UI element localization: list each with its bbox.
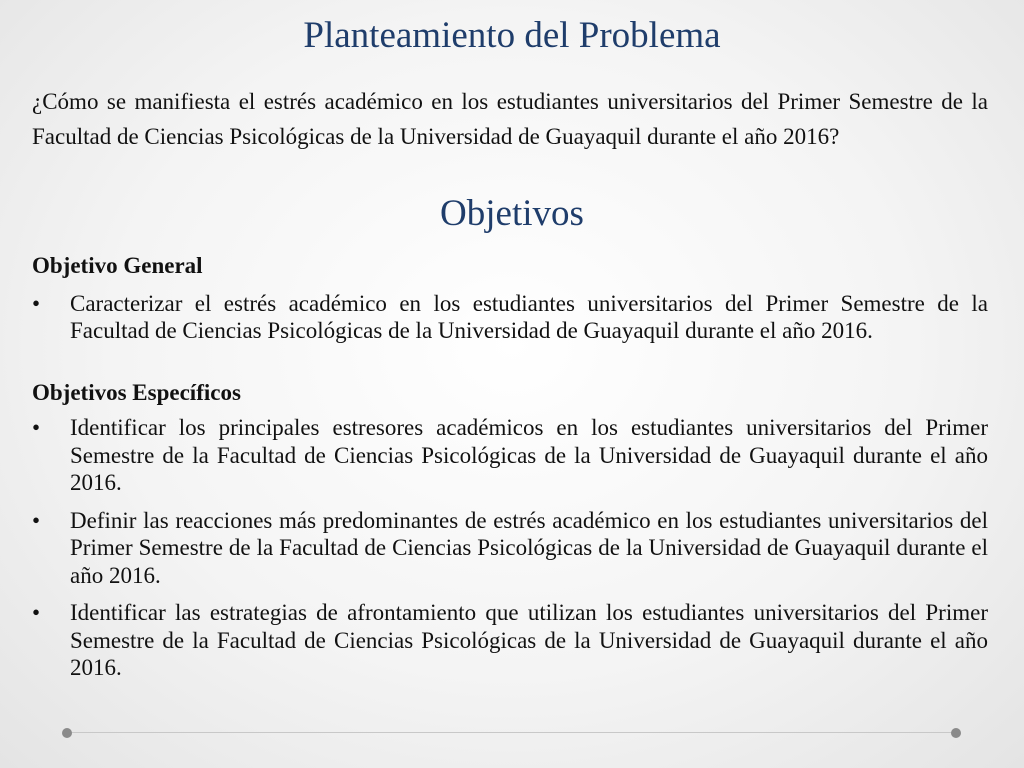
specific-objectives-list (32, 414, 988, 682)
specific-objective-text: Identificar las estrategias de afrontamiento que utilizan los estudiantes universitarios del Primer Semestre de la Facultad de Ciencias Psicológicas de la Universidad de Guayaquil durante el año 2016. (70, 600, 988, 680)
general-objective-text: Caracterizar el estrés académico en los estudiantes universitarios del Primer Semestre de la Facultad de Ciencias Psicológicas de la Universidad de Guayaquil durante el año 2016. (70, 290, 988, 343)
frame-line (67, 732, 955, 733)
objectives-section (32, 252, 988, 682)
specific-objective-text: Definir las reacciones más predominantes de estrés académico en los estudiantes universitarios del Primer Semestre de la Facultad de Ciencias Psicológicas de la Universidad de Guayaquil durante el año 2016. (70, 507, 988, 588)
list-item (32, 599, 988, 682)
objectives-title: Objetivos (440, 193, 584, 234)
specific-objectives-heading: Objetivos Específicos (32, 379, 241, 405)
general-objective-list (32, 290, 988, 345)
problem-title: Planteamiento del Problema (303, 15, 721, 56)
problem-question: ¿Cómo se manifiesta el estrés académico en los estudiantes universitarios del Primer Semestre de la Facultad de Ciencias Psicológicas de la Universidad de Guayaquil durante el año 2016? (32, 89, 988, 149)
frame-dot-right-icon (951, 728, 961, 738)
bullet-icon: • (32, 600, 41, 625)
specific-objective-text: Identificar los principales estresores académicos en los estudiantes universitarios del Primer Semestre de la Facultad de Ciencias Psicológicas de la Universidad de Guayaquil durante el año 2016. (70, 415, 988, 495)
general-objective-heading: Objetivo General (32, 253, 203, 278)
list-item (32, 414, 988, 497)
list-item (32, 290, 988, 345)
list-item (32, 507, 988, 590)
bullet-icon: • (32, 507, 41, 533)
bullet-icon: • (32, 290, 41, 316)
bullet-icon: • (32, 415, 41, 440)
frame-dot-left-icon (62, 728, 72, 738)
